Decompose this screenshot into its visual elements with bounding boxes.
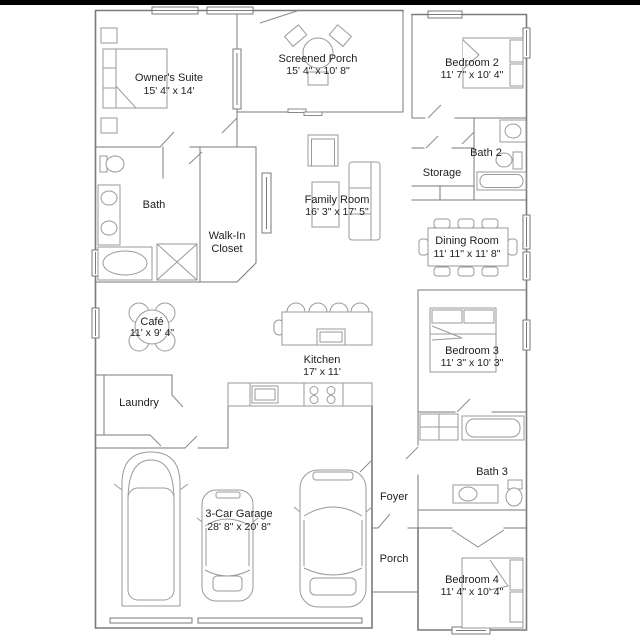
sink xyxy=(101,191,117,205)
bath2-door xyxy=(462,132,474,144)
foyer-label: Foyer xyxy=(379,491,409,503)
bath3-label: Bath 3 xyxy=(476,466,508,478)
kitchen-label: Kitchen xyxy=(303,354,341,366)
stove xyxy=(304,383,343,406)
bedroom3-dims: 11' 3" x 10' 3" xyxy=(440,357,504,369)
kitchen-fixtures xyxy=(228,303,372,406)
door-swings xyxy=(150,10,504,547)
cafe-label: Café xyxy=(140,316,164,328)
garage-doors xyxy=(110,618,362,623)
tub-basin xyxy=(480,175,523,188)
bedroom4-label: Bedroom 4 xyxy=(445,574,499,586)
garage-foyer-door xyxy=(360,460,372,472)
bedroom3-door xyxy=(457,399,470,412)
bedroom4-dims: 11' 4" x 10' 4" xyxy=(440,586,504,598)
walk-in-closet-label-2: Closet xyxy=(211,243,243,255)
walk-in-closet-label-1: Walk-In xyxy=(208,230,246,242)
bath3-fixtures xyxy=(420,414,524,506)
stool xyxy=(309,303,327,312)
car xyxy=(197,490,258,601)
window xyxy=(523,320,530,350)
family-room-label: Family Room xyxy=(304,194,370,206)
window xyxy=(233,49,241,109)
bath-door xyxy=(160,132,174,147)
owners-suite-door xyxy=(222,118,237,133)
bedroom3-label: Bedroom 3 xyxy=(445,345,499,357)
screened-porch-label: Screened Porch xyxy=(278,53,358,65)
bath3-door xyxy=(406,447,418,459)
garage-dims: 28' 8" x 20' 8" xyxy=(207,521,271,533)
nightstand xyxy=(101,28,117,43)
sliding-door xyxy=(288,109,306,113)
window xyxy=(523,215,530,249)
armchair xyxy=(308,135,338,166)
tub-basin xyxy=(466,419,520,437)
family-room-furniture xyxy=(308,135,380,240)
stool xyxy=(287,303,305,312)
chair xyxy=(419,239,428,255)
bedroom2-label: Bedroom 2 xyxy=(445,57,499,69)
chair xyxy=(508,239,517,255)
sink xyxy=(505,124,521,138)
chair xyxy=(329,25,351,47)
chair xyxy=(482,267,498,276)
window xyxy=(523,252,530,280)
toilet-bowl xyxy=(106,156,124,172)
porch-label: Porch xyxy=(379,553,409,565)
dining-room-dims: 11' 11" x 11' 8" xyxy=(433,248,501,260)
toilet-tank xyxy=(513,152,522,169)
window xyxy=(92,308,99,338)
bedroom4-double-door xyxy=(452,530,504,547)
kitchen-dims: 17' x 11' xyxy=(303,366,341,378)
laundry-label: Laundry xyxy=(119,397,159,409)
chair xyxy=(434,267,450,276)
tub-basin xyxy=(103,251,147,275)
cafe-dims: 11' x 9' 4" xyxy=(129,327,175,339)
dining-room-label: Dining Room xyxy=(435,235,499,247)
stool xyxy=(330,303,348,312)
toilet-bowl xyxy=(506,488,522,506)
bath2-label: Bath 2 xyxy=(470,147,502,159)
nightstand xyxy=(101,118,117,133)
sink xyxy=(101,221,117,235)
window xyxy=(523,28,530,58)
front-door xyxy=(378,514,390,528)
car xyxy=(294,470,372,607)
owners-suite-dims: 15' 4" x 14' xyxy=(143,85,195,97)
window xyxy=(262,173,271,233)
screened-porch-dims: 15' 4" x 10' 8" xyxy=(286,65,350,77)
storage-label: Storage xyxy=(422,167,462,179)
chair xyxy=(434,219,450,228)
family-room-dims: 16' 3" x 17' 5" xyxy=(305,206,369,218)
storage-door xyxy=(426,136,438,148)
owners-bath-fixtures xyxy=(98,156,197,280)
chair xyxy=(458,267,474,276)
screen-door xyxy=(260,10,300,23)
chair xyxy=(285,25,307,47)
window xyxy=(152,7,198,14)
bedroom2-dims: 11' 7" x 10' 4" xyxy=(440,69,504,81)
top-border-bar xyxy=(0,0,640,5)
garage-entry-door xyxy=(185,436,197,448)
window xyxy=(207,7,253,14)
stool xyxy=(351,303,369,312)
dining-table xyxy=(428,228,508,266)
bedroom2-door xyxy=(428,105,441,118)
rv-vehicle xyxy=(114,452,188,606)
island-sink xyxy=(317,329,345,345)
sliding-door xyxy=(304,112,322,116)
chair xyxy=(482,219,498,228)
bath-label: Bath xyxy=(142,199,166,211)
owners-suite-label: Owner's Suite xyxy=(134,72,204,84)
garage-label: 3-Car Garage xyxy=(205,508,273,520)
chair xyxy=(458,219,474,228)
window xyxy=(428,11,462,18)
sink xyxy=(459,487,477,501)
